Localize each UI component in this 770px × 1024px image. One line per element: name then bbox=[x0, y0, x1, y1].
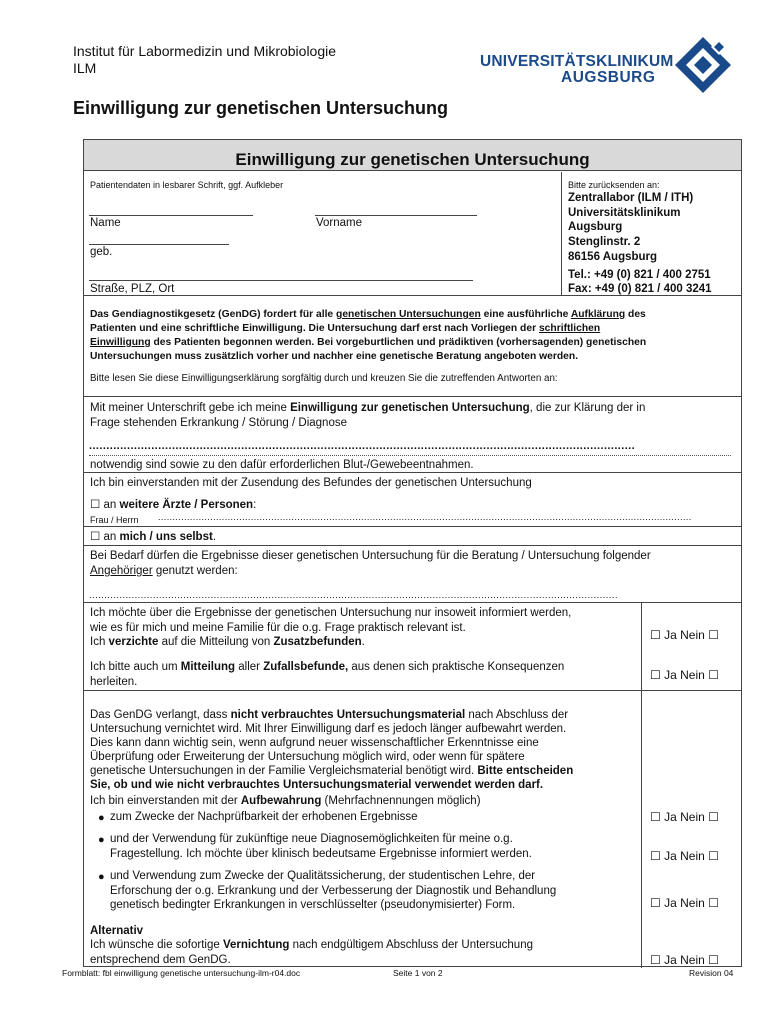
consent-form bbox=[83, 139, 742, 967]
divider bbox=[84, 396, 741, 397]
institute-line1: Institut für Labormedizin und Mikrobiologie bbox=[73, 43, 337, 59]
footer-page-number: Seite 1 von 2 bbox=[393, 968, 443, 978]
bullet-icon: ● bbox=[98, 871, 105, 883]
bullet-icon: ● bbox=[98, 812, 105, 824]
q1-statement: Ich möchte über die Ergebnisse der genetischen Untersuchung nur insoweit informiert werden, wie es für mich und meine Familie für die o.g. Frage praktisch relevant ist. Ich verzichte auf die Mitteilung von Zusatzbefunden. bbox=[90, 607, 572, 648]
checkbox-icon[interactable]: ☐ bbox=[90, 499, 101, 511]
destruction-ja-nein-checkbox[interactable]: ☐ Ja Nein ☐ bbox=[650, 953, 719, 967]
name-label: Name bbox=[90, 217, 121, 229]
storage-option-3: und Verwendung zum Zwecke der Qualitätssicherung, der studentischen Lehre, der Erforschung der o.g. Erkrankung und der Verbesserung der Diagnostik und Behandlung genetisch bedingter Erkrankungen in verschlüsselter (pseudonymisierter) Form. bbox=[110, 870, 557, 911]
logo-text-line1: UNIVERSITÄTSKLINIKUM bbox=[480, 53, 674, 70]
patient-divider bbox=[561, 172, 562, 295]
footer-filename: Formblatt: fbl einwilligung genetische untersuchung-ilm-r04.doc bbox=[62, 968, 301, 978]
q1-ja-nein-checkbox[interactable]: ☐ Ja Nein ☐ bbox=[650, 628, 719, 642]
fax-number: Fax: +49 (0) 821 / 400 3241 bbox=[568, 283, 712, 295]
divider bbox=[84, 602, 741, 603]
divider bbox=[84, 690, 741, 691]
footer-revision: Revision 04 bbox=[689, 968, 734, 978]
form-title: Einwilligung zur genetischen Untersuchung bbox=[84, 140, 741, 171]
send-to-self-option[interactable]: ☐ an mich / uns selbst. bbox=[90, 531, 217, 543]
return-address-line: Stenglinstr. 2 bbox=[568, 236, 641, 249]
material-statement: Das GenDG verlangt, dass nicht verbrauchtes Untersuchungsmaterial nach Abschluss der Untersuchung vernichtet wird. Mit Ihrer Einwilligung darf es jedoch länger aufbewahrt werden. Dies kann dann wichtig sein, wenn aufgrund neuer wissenschaftlicher Erkenntnisse eine Überprüfung oder Erweiterung der Untersuchung möglich wird, oder wenn für spätere genetische Untersuchungen in der Familie Vergleichsmaterial benötigt wird. Bitte entscheiden Sie, ob und wie nicht verbrauchtes Untersuchungsmaterial verwendet werden darf. Ich bin einverstanden mit der Aufbewahrung (Mehrfachnennungen möglich) bbox=[90, 709, 574, 807]
diagnosis-line bbox=[89, 455, 731, 456]
return-hint: Bitte zurücksenden an: bbox=[568, 180, 660, 190]
storage-3-ja-nein-checkbox[interactable]: ☐ Ja Nein ☐ bbox=[650, 896, 719, 910]
intro-paragraph: Das Gendiagnostikgesetz (GenDG) fordert für alle genetischen Untersuchungen eine ausführliche Aufklärung des Patienten und eine schriftliche Einwilligung. Die Untersuchung darf erst nach Vorliegen der schriftlichen Einwilligung des Patienten begonnen werden. Bei vorgeburtlichen und prädiktiven (vorhersagenden) genetischen Untersuchungen muss zusätzlich vorher und nachher eine genetische Beratung angeboten werden. bbox=[90, 309, 647, 362]
vorname-label: Vorname bbox=[316, 217, 363, 229]
address-label: Straße, PLZ, Ort bbox=[90, 283, 175, 295]
return-address bbox=[568, 191, 693, 265]
sending-intro: Ich bin einverstanden mit der Zusendung des Befundes der genetischen Untersuchung bbox=[90, 477, 532, 489]
relatives-statement: Bei Bedarf dürfen die Ergebnisse dieser genetischen Untersuchung für die Beratung / Untersuchung folgender Angehöriger genutzt werden: bbox=[90, 550, 651, 577]
read-note: Bitte lesen Sie diese Einwilligungserklärung sorgfältig durch und kreuzen Sie die zutreffenden Antworten an: bbox=[90, 373, 558, 384]
patient-hint: Patientendaten in lesbarer Schrift, ggf. Aufkleber bbox=[90, 180, 284, 190]
alternative-heading: Alternativ bbox=[90, 925, 144, 937]
return-address-line: 86156 Augsburg bbox=[568, 250, 658, 263]
q2-ja-nein-checkbox[interactable]: ☐ Ja Nein ☐ bbox=[650, 668, 719, 682]
divider bbox=[84, 472, 741, 473]
checkbox-icon[interactable]: ☐ bbox=[90, 531, 101, 543]
bullet-icon: ● bbox=[98, 834, 105, 846]
logo-text-line2: AUGSBURG bbox=[561, 69, 656, 86]
address-underline[interactable] bbox=[89, 280, 473, 281]
q2-statement: Ich bitte auch um Mitteilung aller Zufallsbefunde, aus denen sich praktische Konsequenzen herleiten. bbox=[90, 661, 565, 688]
diagnosis-field[interactable]: .............................................................................................................................................................. bbox=[89, 440, 636, 452]
consent-statement: Mit meiner Unterschrift gebe ich meine Einwilligung zur genetischen Untersuchung, die zur Klärung der in Frage stehenden Erkrankung / Störung / Diagnose bbox=[90, 402, 646, 429]
return-address-line: Universitätsklinikum bbox=[568, 206, 681, 219]
frau-herrn-label: Frau / Herrn bbox=[90, 515, 139, 525]
storage-2-ja-nein-checkbox[interactable]: ☐ Ja Nein ☐ bbox=[650, 849, 719, 863]
storage-option-2: und der Verwendung für zukünftige neue Diagnosemöglichkeiten für meine o.g. Fragestellung. Ich möchte über klinisch bedeutsame Ergebnisse informiert werden. bbox=[110, 833, 532, 860]
document-title: Einwilligung zur genetischen Untersuchung bbox=[73, 98, 449, 118]
return-address-line: Zentrallabor (ILM / ITH) bbox=[568, 192, 694, 204]
recipient-field[interactable]: ........................................................................................................................................................................................ bbox=[158, 512, 692, 522]
divider bbox=[84, 295, 741, 296]
return-address-line: Augsburg bbox=[568, 221, 623, 234]
destruction-statement: Ich wünsche die sofortige Vernichtung nach endgültigem Abschluss der Untersuchung entsprechend dem GenDG. bbox=[90, 939, 533, 966]
storage-option-1: zum Zwecke der Nachprüfbarkeit der erhobenen Ergebnisse bbox=[110, 811, 418, 823]
send-to-others-option[interactable]: ☐ an weitere Ärzte / Personen: bbox=[90, 499, 257, 511]
answer-column-divider bbox=[641, 602, 642, 968]
institute-line2: ILM bbox=[73, 60, 97, 76]
logo-diamond-icon bbox=[674, 36, 732, 94]
relatives-field[interactable]: .............................................................................................................................................................................. bbox=[89, 590, 618, 601]
storage-1-ja-nein-checkbox[interactable]: ☐ Ja Nein ☐ bbox=[650, 810, 719, 824]
institute-name bbox=[73, 43, 336, 77]
divider bbox=[84, 526, 741, 527]
tel-number: Tel.: +49 (0) 821 / 400 2751 bbox=[568, 269, 711, 281]
geb-label: geb. bbox=[90, 246, 113, 258]
divider bbox=[84, 545, 741, 546]
hospital-logo bbox=[480, 36, 735, 91]
consent-line3: notwendig sind sowie zu den dafür erforderlichen Blut-/Gewebeentnahmen. bbox=[90, 459, 474, 471]
